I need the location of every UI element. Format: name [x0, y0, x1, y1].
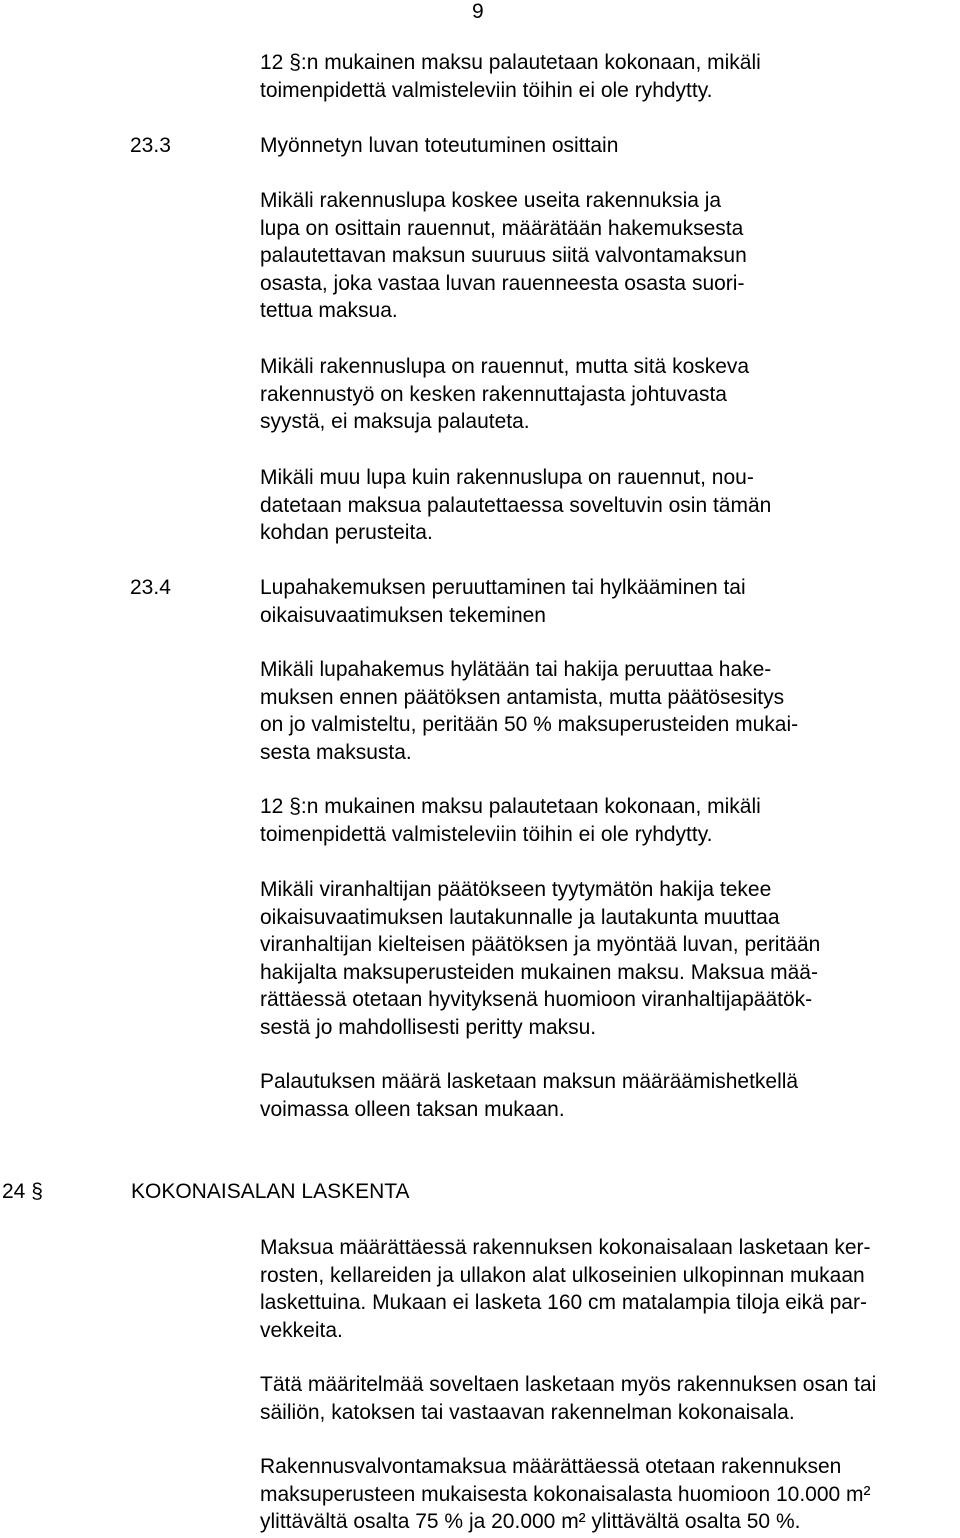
paragraph: [260, 1453, 958, 1536]
text-line: 12 §:n mukainen maksu palautetaan kokonaan, mikäli: [260, 795, 761, 818]
text-line: toimenpidettä valmisteleviin töihin ei ole ryhdytty.: [260, 822, 713, 846]
text-line: maksuperusteen mukaisesta kokonaisalasta huomioon 10.000 m²: [260, 1482, 871, 1506]
text-line: rosten, kellareiden ja ullakon alat ulkoseinien ulkopinnan mukaan: [260, 1263, 865, 1287]
text-line: Palautuksen määrä lasketaan maksun määräämishetkellä: [260, 1070, 799, 1093]
section-heading: [260, 574, 958, 629]
text-line: Mikäli lupahakemus hylätään tai hakija peruuttaa hake-: [260, 658, 772, 681]
text-line: rättäessä otetaan hyvityksenä huomioon viranhaltijapäätök-: [260, 988, 813, 1011]
text-line: palautettavan maksun suuruus siitä valvontamaksun: [260, 244, 747, 267]
paragraph: [260, 1234, 958, 1344]
paragraph: [260, 1068, 958, 1123]
paragraph: [260, 876, 958, 1041]
paragraph: [260, 353, 958, 436]
section-number: 24 §: [2, 1180, 43, 1203]
paragraph: [260, 187, 958, 325]
text-line: Myönnetyn luvan toteutuminen osittain: [260, 134, 619, 157]
text-line: lupa on osittain rauennut, määrätään hakemuksesta: [260, 216, 744, 240]
paragraph: [260, 464, 958, 547]
text-line: oikaisuvaatimuksen lautakunnalle ja lautakunta muuttaa: [260, 905, 780, 929]
text-line: säiliön, katoksen tai vastaavan rakennelman kokonaisala.: [260, 1400, 795, 1424]
text-line: rakennustyö on kesken rakennuttajasta johtuvasta: [260, 382, 727, 406]
text-line: tettua maksua.: [260, 299, 398, 322]
text-line: vekkeita.: [260, 1318, 343, 1342]
text-line: 12 §:n mukainen maksu palautetaan kokonaan, mikäli: [260, 51, 761, 74]
text-line: Mikäli muu lupa kuin rakennuslupa on rauennut, nou-: [260, 466, 754, 489]
text-line: Mikäli rakennuslupa on rauennut, mutta sitä koskeva: [260, 355, 750, 378]
text-line: laskettuina. Mukaan ei lasketa 160 cm matalampia tiloja eikä par-: [260, 1291, 867, 1314]
text-line: Tätä määritelmää soveltaen lasketaan myös rakennuksen osan tai: [260, 1373, 877, 1396]
text-line: ylittävältä osalta 75 % ja 20.000 m² ylittävältä osalta 50 %.: [260, 1510, 801, 1533]
text-line: syystä, ei maksuja palauteta.: [260, 410, 530, 433]
text-line: hakijalta maksuperusteiden mukainen maksu. Maksua mää-: [260, 960, 818, 984]
text-line: toimenpidettä valmisteleviin töihin ei ole ryhdytty.: [260, 78, 713, 102]
text-line: sestä jo mahdollisesti peritty maksu.: [260, 1015, 597, 1039]
text-line: viranhaltijan kielteisen päätöksen ja myöntää luvan, peritään: [260, 933, 821, 956]
text-line: Mikäli viranhaltijan päätökseen tyytymätön hakija tekee: [260, 878, 772, 901]
paragraph: [260, 656, 958, 766]
section-title: KOKONAISALAN LASKENTA: [131, 1180, 410, 1203]
section-number: 23.3: [130, 134, 171, 157]
text-line: voimassa olleen taksan mukaan.: [260, 1097, 565, 1121]
paragraph: [260, 793, 958, 848]
section-heading: [260, 132, 958, 160]
section-number: 23.4: [130, 576, 171, 599]
refund-full-12-paragraph: [260, 49, 958, 104]
text-line: Lupahakemuksen peruuttaminen tai hylkääminen tai: [260, 576, 746, 599]
text-line: osasta, joka vastaa luvan rauenneesta osasta suori-: [260, 271, 745, 295]
text-line: Maksua määrättäessä rakennuksen kokonaisalaan lasketaan ker-: [260, 1236, 871, 1259]
text-line: on jo valmisteltu, peritään 50 % maksuperusteiden mukai-: [260, 713, 799, 736]
text-line: datetaan maksua palautettaessa soveltuvin osin tämän: [260, 493, 772, 517]
text-line: oikaisuvaatimuksen tekeminen: [260, 603, 546, 627]
text-line: Mikäli rakennuslupa koskee useita rakennuksia ja: [260, 189, 722, 212]
text-line: muksen ennen päätöksen antamista, mutta päätösesitys: [260, 685, 785, 709]
text-line: sesta maksusta.: [260, 740, 412, 764]
text-line: kohdan perusteita.: [260, 521, 433, 544]
text-line: Rakennusvalvontamaksua määrättäessä otetaan rakennuksen: [260, 1455, 842, 1478]
paragraph: [260, 1371, 958, 1426]
page-number: 9: [472, 0, 484, 23]
